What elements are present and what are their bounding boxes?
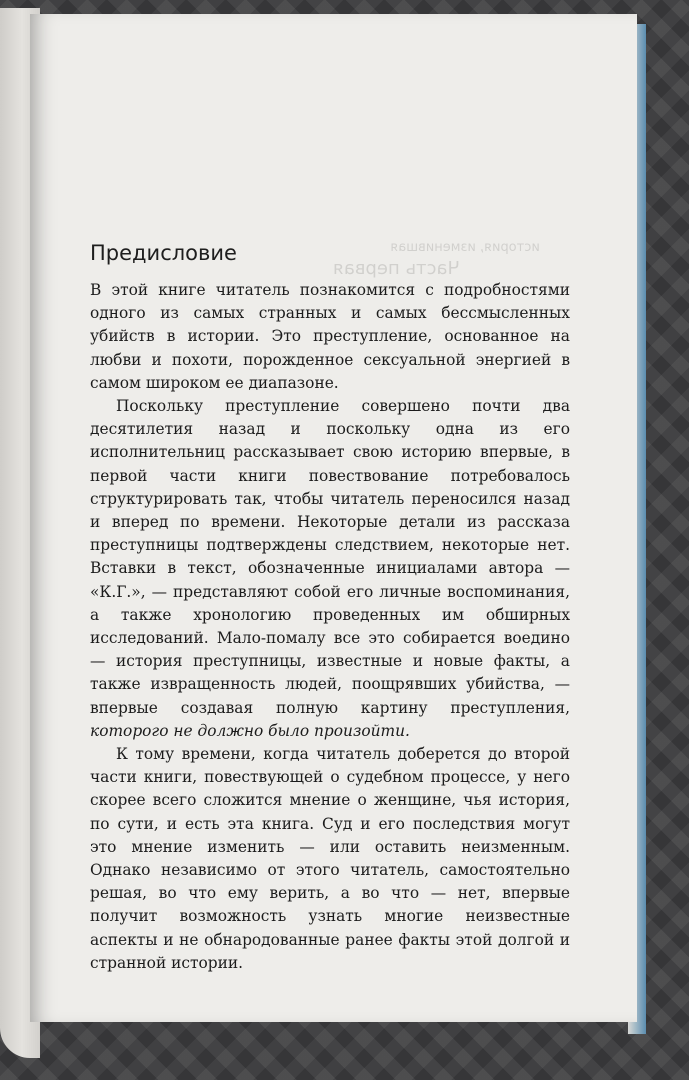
paragraph: [90, 395, 570, 743]
paragraph: [90, 279, 570, 395]
show-through-text: [333, 240, 540, 279]
body-text: [90, 279, 570, 975]
paragraph-text: В этой книге читатель познакомится с подробностями одного из самых странных и самых бессмысленных убийств в истории. Это преступление, основанное на любви и похоти, порожденное сексуальной энергией в самом широком ее диапазоне.: [90, 281, 570, 392]
paragraph-text: Поскольку преступление совершено почти два десятилетия назад и поскольку одна из его исполнительниц рассказывает свою историю впервые, в первой части книги повествование потребовалось структурировать так, чтобы читатель переносился назад и вперед по времени. Некоторые детали из рассказа преступницы подтверждены следствием, некоторые нет. Вставки в текст, обозначенные инициалами автора — «К.Г.», — представляют собой его личные воспоминания, а также хронологию проведенных им обширных исследований. Мало-помалу все это собирается воедино — история преступницы, известные и новые факты, а также извращенность людей, поощрявших убийства, — впервые создавая полную картину преступления,: [90, 397, 570, 717]
page-title: Предисловие: [90, 241, 237, 265]
ghost-subheading: история, изменившая: [390, 240, 540, 255]
italic-text: которого не должно было произойти.: [90, 721, 410, 740]
paragraph-text: К тому времени, когда читатель доберется до второй части книги, повествующей о судебном процессе, у него скорее всего сложится мнение о женщине, чья история, по сути, и есть эта книга. Суд и его последствия могут это мнение изменить — или оставить неизменным. Однако независимо от этого читатель, самостоятельно решая, во что ему верить, а во что — нет, впервые получит возможность узнать многие неизвестные аспекты и не обнародованные ранее факты этой долгой и странной истории.: [90, 745, 570, 972]
ghost-heading: Часть первая: [333, 258, 460, 279]
paragraph: [90, 743, 570, 975]
